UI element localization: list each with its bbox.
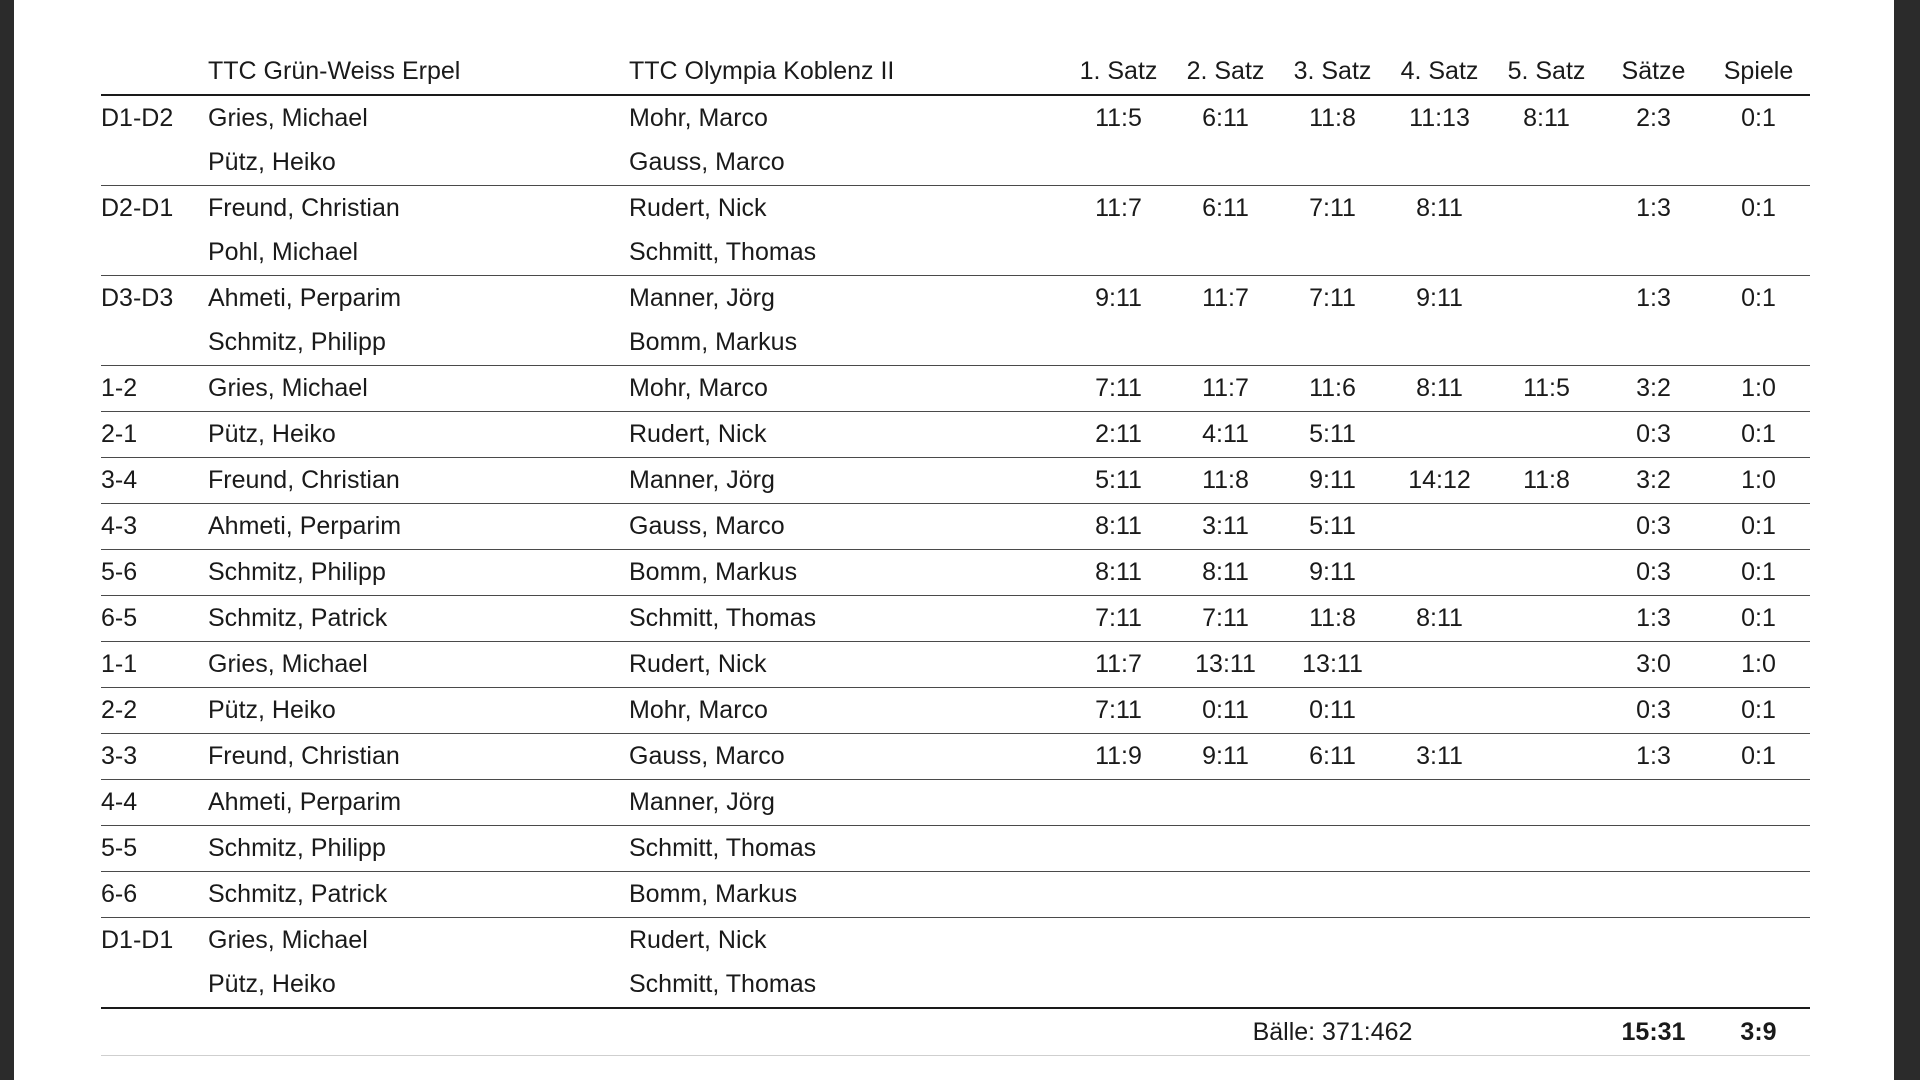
set-score-4 [1386,872,1493,918]
header-saetze: Sätze [1600,48,1707,95]
match-position: 6-5 [101,596,208,642]
set-score-3 [1279,780,1386,826]
set-score-5: 11:5 [1493,366,1600,412]
set-score-4 [1386,550,1493,596]
match-row [101,412,1810,458]
set-score-1: 8:11 [1065,550,1172,596]
match-position [101,140,208,186]
home-player: Schmitz, Philipp [208,320,629,366]
away-player: Rudert, Nick [629,642,1065,688]
saetze-result [1600,962,1707,1008]
away-player: Mohr, Marco [629,366,1065,412]
set-score-5 [1493,780,1600,826]
away-player: Rudert, Nick [629,925,767,954]
spiele-result: 0:1 [1707,734,1810,780]
set-score-2 [1172,962,1279,1008]
saetze-result: 1:3 [1600,734,1707,780]
set-score-1 [1065,140,1172,186]
away-player: Mohr, Marco [629,103,768,132]
set-score-5 [1493,320,1600,366]
header-set-5: 5. Satz [1493,48,1600,95]
set-score-4 [1386,826,1493,872]
set-score-4 [1386,780,1493,826]
spiele-result: 1:0 [1707,366,1810,412]
set-score-2 [1172,872,1279,918]
set-score-4 [1386,230,1493,276]
set-score-3: 5:11 [1279,504,1386,550]
set-score-4 [1386,140,1493,186]
set-score-5 [1493,230,1600,276]
match-position: 2-2 [101,688,208,734]
spiele-result [1707,962,1810,1008]
set-score-5 [1493,504,1600,550]
set-score-2: 7:11 [1172,596,1279,642]
set-score-3 [1279,918,1386,963]
away-player: Manner, Jörg [629,780,1065,826]
match-position: 1-2 [101,366,208,412]
header-set-1: 1. Satz [1065,48,1172,95]
home-player: Ahmeti, Perparim [208,780,629,826]
match-row [101,780,1810,826]
match-row [101,95,1810,140]
set-score-2 [1172,826,1279,872]
away-player: Manner, Jörg [629,283,775,312]
set-score-1: 2:11 [1065,412,1172,458]
home-player: Freund, Christian [208,458,629,504]
away-player: Gauss, Marco [629,504,1065,550]
match-position: 2-1 [101,412,208,458]
match-row [101,320,1810,366]
home-player: Gries, Michael [208,103,368,132]
match-row [101,366,1810,412]
set-score-3: 11:8 [1309,103,1356,132]
match-row [101,276,1810,321]
set-score-2 [1172,918,1279,963]
home-player: Freund, Christian [208,193,400,222]
set-score-3: 11:6 [1279,366,1386,412]
match-position: D2-D1 [101,193,174,222]
saetze-result: 0:3 [1600,504,1707,550]
saetze-result [1600,826,1707,872]
saetze-result: 3:2 [1600,458,1707,504]
home-player: Gries, Michael [208,366,629,412]
spiele-result: 0:1 [1707,412,1810,458]
saetze-result: 0:3 [1600,688,1707,734]
set-score-5 [1493,962,1600,1008]
match-row [101,458,1810,504]
set-score-4: 8:11 [1386,596,1493,642]
away-player: Rudert, Nick [629,193,767,222]
saetze-result: 2:3 [1636,103,1671,132]
match-position: D1-D1 [101,925,174,954]
spiele-total: 3:9 [1707,1008,1810,1056]
spiele-result: 1:0 [1707,642,1810,688]
away-player: Bomm, Markus [629,872,1065,918]
spiele-result [1707,826,1810,872]
set-score-2: 9:11 [1172,734,1279,780]
set-score-5 [1493,826,1600,872]
set-score-1: 7:11 [1065,366,1172,412]
set-score-1 [1065,780,1172,826]
match-report-table [101,48,1810,1056]
set-score-4: 11:13 [1409,103,1470,132]
home-player: Freund, Christian [208,734,629,780]
away-player: Schmitt, Thomas [629,962,1065,1008]
set-score-2 [1172,230,1279,276]
set-score-5: 8:11 [1523,103,1570,132]
saetze-result: 0:3 [1600,412,1707,458]
set-score-5 [1493,186,1600,231]
set-score-4: 14:12 [1386,458,1493,504]
match-position: 3-3 [101,734,208,780]
home-player: Pütz, Heiko [208,140,629,186]
totals-row [101,1008,1810,1056]
home-player: Ahmeti, Perparim [208,504,629,550]
table-header-row [101,48,1810,95]
match-row [101,596,1810,642]
set-score-4: 8:11 [1386,366,1493,412]
set-score-1 [1065,230,1172,276]
away-player: Schmitt, Thomas [629,230,1065,276]
set-score-3 [1279,320,1386,366]
home-player: Pohl, Michael [208,230,629,276]
home-player: Schmitz, Philipp [208,826,629,872]
match-position: 1-1 [101,642,208,688]
set-score-2: 11:7 [1202,283,1249,312]
set-score-2: 11:8 [1172,458,1279,504]
header-away-team: TTC Olympia Koblenz II [629,48,1065,95]
document-page [14,0,1894,1080]
set-score-1: 11:7 [1065,642,1172,688]
spiele-result: 1:0 [1707,458,1810,504]
match-row [101,962,1810,1008]
set-score-3: 0:11 [1279,688,1386,734]
match-position [101,230,208,276]
away-player: Gauss, Marco [629,734,1065,780]
set-score-2: 11:7 [1172,366,1279,412]
match-rows [101,95,1810,1008]
set-score-3 [1279,140,1386,186]
spiele-result [1707,780,1810,826]
set-score-3 [1279,872,1386,918]
header-set-3: 3. Satz [1279,48,1386,95]
match-row [101,550,1810,596]
saetze-result: 1:3 [1600,596,1707,642]
saetze-result: 3:2 [1600,366,1707,412]
set-score-1: 11:5 [1095,103,1142,132]
header-set-4: 4. Satz [1386,48,1493,95]
set-score-5 [1493,734,1600,780]
spiele-result: 0:1 [1741,283,1776,312]
match-row [101,642,1810,688]
set-score-5: 11:8 [1493,458,1600,504]
home-player: Schmitz, Patrick [208,596,629,642]
home-player: Schmitz, Philipp [208,550,629,596]
set-score-2: 0:11 [1172,688,1279,734]
away-player: Schmitt, Thomas [629,826,1065,872]
set-score-4: 8:11 [1416,193,1463,222]
set-score-3: 7:11 [1309,193,1356,222]
set-score-3 [1279,962,1386,1008]
set-score-3: 5:11 [1279,412,1386,458]
set-score-5 [1493,872,1600,918]
match-row [101,140,1810,186]
home-player: Gries, Michael [208,642,629,688]
spiele-result [1707,230,1810,276]
set-score-1: 5:11 [1065,458,1172,504]
spiele-result [1707,918,1810,963]
match-row [101,230,1810,276]
header-home-team: TTC Grün-Weiss Erpel [208,48,629,95]
set-score-1 [1065,962,1172,1008]
set-score-4: 9:11 [1416,283,1463,312]
set-score-5 [1493,550,1600,596]
match-position [101,962,208,1008]
spiele-result: 0:1 [1741,103,1776,132]
set-score-1: 7:11 [1065,688,1172,734]
set-score-5 [1493,276,1600,321]
set-score-1: 8:11 [1065,504,1172,550]
spiele-result [1707,320,1810,366]
set-score-4 [1386,642,1493,688]
set-score-4 [1386,504,1493,550]
match-row [101,872,1810,918]
header-set-2: 2. Satz [1172,48,1279,95]
saetze-result [1600,140,1707,186]
spiele-result: 0:1 [1707,688,1810,734]
home-player: Pütz, Heiko [208,412,629,458]
set-score-1: 11:7 [1095,193,1142,222]
set-score-4 [1386,688,1493,734]
set-score-2: 3:11 [1172,504,1279,550]
saetze-result [1600,780,1707,826]
set-score-5 [1493,688,1600,734]
away-player: Rudert, Nick [629,412,1065,458]
set-score-3 [1279,230,1386,276]
set-score-3: 13:11 [1279,642,1386,688]
match-position: 6-6 [101,872,208,918]
away-player: Schmitt, Thomas [629,596,1065,642]
match-row [101,504,1810,550]
home-player: Gries, Michael [208,925,368,954]
home-player: Ahmeti, Perparim [208,283,402,312]
match-position: D1-D2 [101,103,174,132]
set-score-5 [1493,918,1600,963]
set-score-2 [1172,320,1279,366]
set-score-4 [1386,412,1493,458]
saetze-total: 15:31 [1600,1008,1707,1056]
away-player: Bomm, Markus [629,320,1065,366]
spiele-result: 0:1 [1741,193,1776,222]
set-score-4 [1386,320,1493,366]
set-score-4: 3:11 [1386,734,1493,780]
header-position [101,48,208,95]
saetze-result: 1:3 [1636,193,1671,222]
spiele-result [1707,872,1810,918]
match-position: 4-3 [101,504,208,550]
spiele-result [1707,140,1810,186]
saetze-result [1600,320,1707,366]
header-spiele: Spiele [1707,48,1810,95]
set-score-5 [1493,642,1600,688]
balls-total: Bälle: 371:462 [1172,1008,1493,1056]
set-score-5 [1493,596,1600,642]
away-player: Bomm, Markus [629,550,1065,596]
set-score-1: 9:11 [1095,283,1142,312]
set-score-3: 7:11 [1309,283,1356,312]
set-score-1 [1065,826,1172,872]
spiele-result: 0:1 [1707,504,1810,550]
set-score-1 [1065,918,1172,963]
set-score-2: 6:11 [1202,193,1249,222]
saetze-result: 1:3 [1636,283,1671,312]
set-score-1: 7:11 [1065,596,1172,642]
match-row [101,688,1810,734]
away-player: Mohr, Marco [629,688,1065,734]
spiele-result: 0:1 [1707,550,1810,596]
match-position: 5-5 [101,826,208,872]
set-score-1: 11:9 [1065,734,1172,780]
match-row [101,734,1810,780]
set-score-3 [1279,826,1386,872]
match-position: 3-4 [101,458,208,504]
match-position: D3-D3 [101,283,174,312]
saetze-result [1600,230,1707,276]
set-score-2: 8:11 [1172,550,1279,596]
set-score-2 [1172,140,1279,186]
match-row [101,826,1810,872]
away-player: Gauss, Marco [629,140,1065,186]
match-position: 5-6 [101,550,208,596]
set-score-3: 11:8 [1279,596,1386,642]
saetze-result [1600,872,1707,918]
home-player: Schmitz, Patrick [208,872,629,918]
away-player: Manner, Jörg [629,458,1065,504]
set-score-2: 6:11 [1202,103,1249,132]
set-score-3: 6:11 [1279,734,1386,780]
spiele-result: 0:1 [1707,596,1810,642]
match-position: 4-4 [101,780,208,826]
saetze-result: 0:3 [1600,550,1707,596]
match-row [101,918,1810,963]
set-score-2: 4:11 [1172,412,1279,458]
home-player: Pütz, Heiko [208,962,629,1008]
set-score-1 [1065,872,1172,918]
saetze-result [1600,918,1707,963]
set-score-1 [1065,320,1172,366]
match-row [101,186,1810,231]
set-score-3: 9:11 [1279,550,1386,596]
match-position [101,320,208,366]
set-score-4 [1386,918,1493,963]
set-score-5 [1493,412,1600,458]
set-score-2 [1172,780,1279,826]
set-score-3: 9:11 [1279,458,1386,504]
set-score-5 [1493,140,1600,186]
set-score-4 [1386,962,1493,1008]
set-score-2: 13:11 [1172,642,1279,688]
saetze-result: 3:0 [1600,642,1707,688]
home-player: Pütz, Heiko [208,688,629,734]
